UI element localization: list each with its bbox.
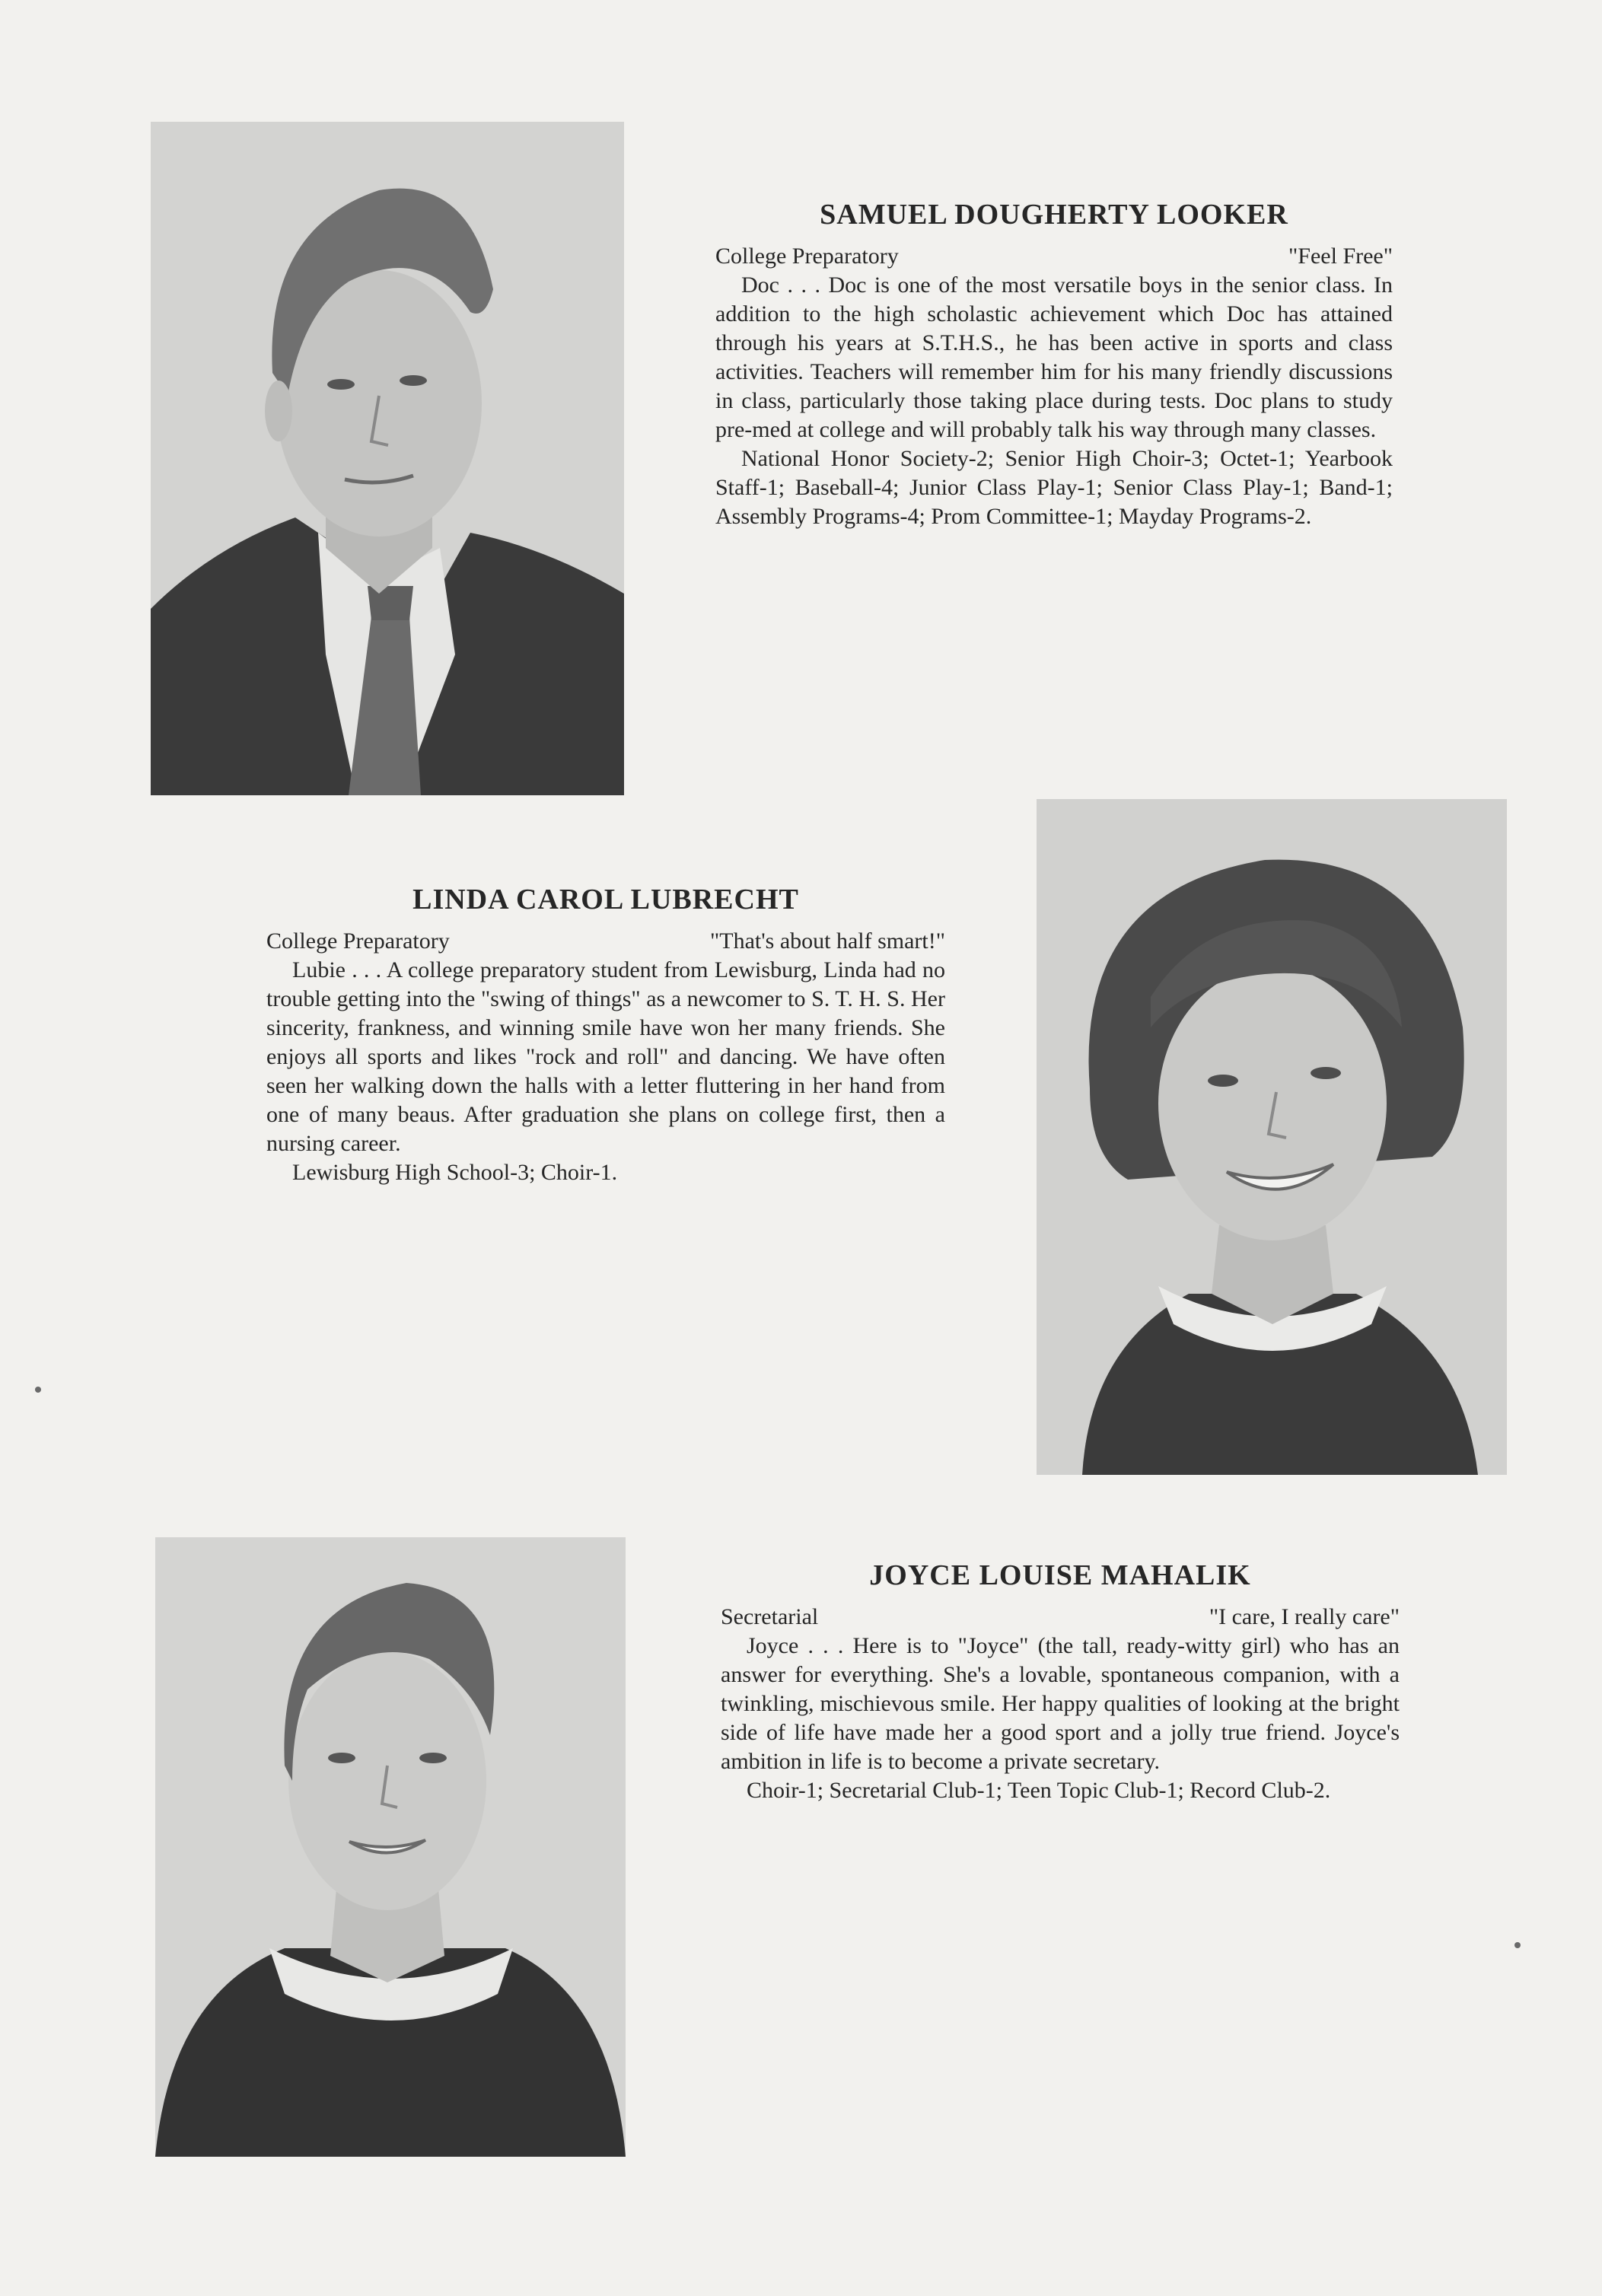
scan-speck <box>1514 1942 1521 1948</box>
portrait-samuel-looker <box>151 122 624 795</box>
entry-joyce-mahalik <box>721 1560 1400 1805</box>
course-motto-row <box>715 242 1393 271</box>
bio-text: Lubie . . . A college preparatory student from Lewisburg, Linda had no trouble getting into the "swing of things" as a newcomer to S. T. H. S. Her sincerity, frankness, and winning smile have won her many friends. She enjoys all sports and likes "rock and roll" and dancing. We have often seen her walking down the halls with a letter fluttering in her hand from one of many beaus. After graduation she plans on college first, then a nursing career. <box>266 957 945 1156</box>
student-name: LINDA CAROL LUBRECHT <box>412 884 799 916</box>
motto: "That's about half smart!" <box>710 928 945 954</box>
course-label: College Preparatory <box>266 928 450 954</box>
bio-text: Joyce . . . Here is to "Joyce" (the tall, ready-witty girl) who has an answer for everything. She's a lovable, spontaneous companion, with a twinkling, mischievous smile. Her happy qualities of looking at the bright side of life have made her a good sport and a jolly true friend. Joyce's ambition in life is to become a private secretary. <box>721 1632 1400 1774</box>
activities-text: Lewisburg High School-3; Choir-1. <box>292 1159 618 1185</box>
activities-text: Choir-1; Secretarial Club-1; Teen Topic Club-1; Record Club-2. <box>747 1777 1331 1803</box>
motto: "Feel Free" <box>1288 243 1393 269</box>
bio-text: Doc . . . Doc is one of the most versatile boys in the senior class. In addition to the high scholastic achievement which Doc has attained through his years at S.T.H.S., he has been active in sports and class activities. Teachers will remember him for his many friendly discussions in class, particularly those taking place during tests. Doc plans to study pre-med at college and will probably talk his way through many classes. <box>715 272 1393 442</box>
activities-text: National Honor Society-2; Senior High Choir-3; Octet-1; Yearbook Staff-1; Baseball-4; Junior Class Play-1; Senior Class Play-1; Band-1; Assembly Programs-4; Prom Committee-1; Mayday Programs-2. <box>715 445 1393 529</box>
student-name: SAMUEL DOUGHERTY LOOKER <box>820 199 1288 231</box>
entry-linda-lubrecht <box>266 884 945 1187</box>
entry-samuel-looker <box>715 199 1393 531</box>
portrait-linda-lubrecht <box>1037 799 1507 1475</box>
student-name: JOYCE LOUISE MAHALIK <box>869 1559 1251 1591</box>
course-motto-row <box>721 1603 1400 1632</box>
course-label: College Preparatory <box>715 243 899 269</box>
scan-speck <box>35 1387 41 1393</box>
course-label: Secretarial <box>721 1603 819 1629</box>
motto: "I care, I really care" <box>1209 1603 1400 1629</box>
portrait-joyce-mahalik <box>155 1537 626 2157</box>
course-motto-row <box>266 927 945 956</box>
